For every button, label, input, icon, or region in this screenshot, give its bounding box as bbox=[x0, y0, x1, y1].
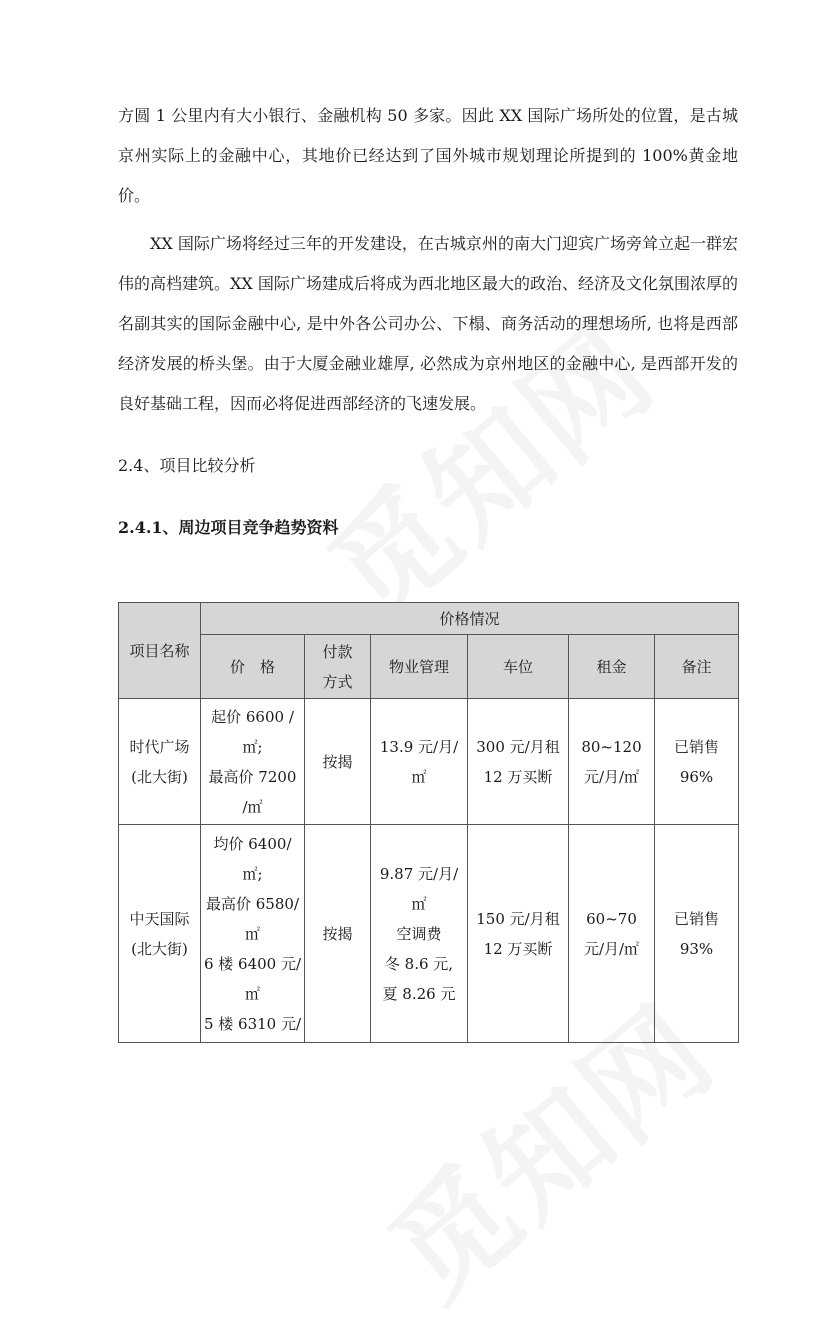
section-heading: 2.4、项目比较分析 bbox=[118, 456, 256, 475]
cell-payment: 按揭 bbox=[305, 825, 371, 1043]
cell-payment: 按揭 bbox=[305, 699, 371, 825]
cell-note: 已销售 93% bbox=[655, 825, 739, 1043]
cell-project-name: 时代广场 (北大街) bbox=[119, 699, 201, 825]
header-property-mgmt: 物业管理 bbox=[371, 635, 468, 699]
cell-rent: 80~120 元/月/㎡ bbox=[569, 699, 655, 825]
header-project-name: 项目名称 bbox=[119, 603, 201, 699]
cell-parking: 300 元/月租 12 万买断 bbox=[468, 699, 569, 825]
competition-table bbox=[118, 602, 739, 1043]
paragraph-location: 方圆 1 公里内有大小银行、金融机构 50 多家。因此 XX 国际广场所处的位置，是古城京州实际上的金融中心，其地价已经达到了国外城市规划理论所提到的 100%黄金地价。 bbox=[118, 106, 738, 205]
cell-project-name: 中天国际 (北大街) bbox=[119, 825, 201, 1043]
table-row bbox=[119, 825, 739, 1043]
cell-price: 起价 6600 / ㎡; 最高价 7200 /㎡ bbox=[201, 699, 305, 825]
header-rent: 租金 bbox=[569, 635, 655, 699]
document-body bbox=[118, 96, 738, 540]
paragraph-development: XX 国际广场将经过三年的开发建设，在古城京州的南大门迎宾广场旁耸立起一群宏伟的高档建筑。XX 国际广场建成后将成为西北地区最大的政治、经济及文化氛围浓厚的名副其实的国际金融中心, 是中外各公司办公、下榻、商务活动的理想场所, 也将是西部经济发展的桥头堡。由于大厦金融业雄厚, 必然成为京州地区的金融中心, 是西部开发的良好基础工程，因而必将促进西部经济的飞速发展。 bbox=[118, 234, 738, 413]
cell-parking: 150 元/月租 12 万买断 bbox=[468, 825, 569, 1043]
cell-note: 已销售 96% bbox=[655, 699, 739, 825]
table-row bbox=[119, 699, 739, 825]
cell-property-mgmt: 13.9 元/月/ ㎡ bbox=[371, 699, 468, 825]
cell-rent: 60~70 元/月/㎡ bbox=[569, 825, 655, 1043]
header-parking: 车位 bbox=[468, 635, 569, 699]
subsection-heading: 2.4.1、周边项目竞争趋势资料 bbox=[118, 518, 339, 537]
header-price-info: 价格情况 bbox=[201, 603, 739, 635]
header-price: 价 格 bbox=[201, 635, 305, 699]
header-note: 备注 bbox=[655, 635, 739, 699]
header-payment: 付款 方式 bbox=[305, 635, 371, 699]
cell-price: 均价 6400/ ㎡; 最高价 6580/ ㎡ 6 楼 6400 元/ ㎡ 5 楼 6310 元/ bbox=[201, 825, 305, 1043]
cell-property-mgmt: 9.87 元/月/ ㎡ 空调费 冬 8.6 元, 夏 8.26 元 bbox=[371, 825, 468, 1043]
